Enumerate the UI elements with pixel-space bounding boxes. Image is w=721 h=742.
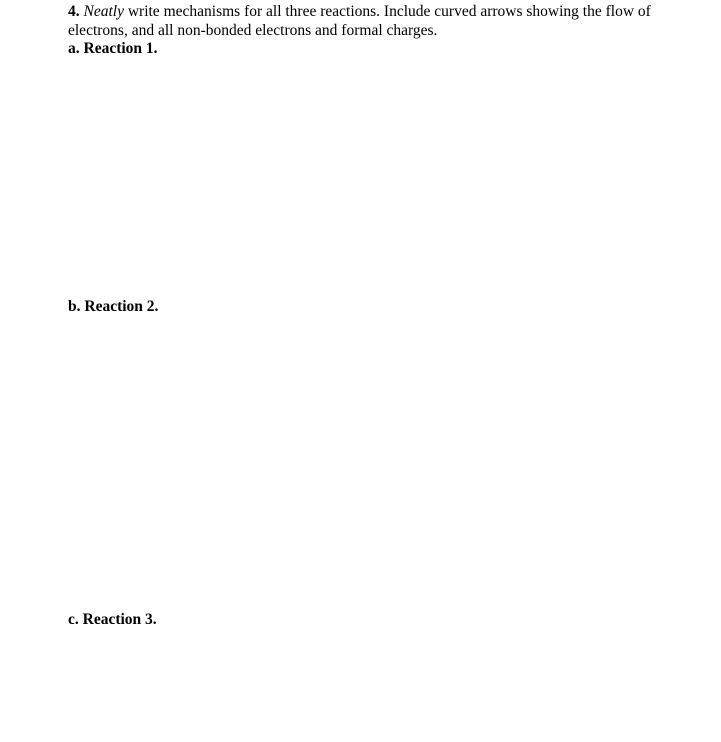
question-number: 4. — [68, 3, 80, 20]
section-label-reaction-1: a. Reaction 1. — [68, 40, 158, 57]
answer-area-reaction-3[interactable] — [68, 631, 668, 736]
answer-area-reaction-1[interactable] — [68, 60, 668, 290]
answer-area-reaction-2[interactable] — [68, 318, 668, 603]
question-prompt — [68, 2, 668, 40]
question-text: write mechanisms for all three reactions. Include curved arrows showing the flow of electrons, and all non-bonded electrons and formal charges. — [68, 3, 651, 39]
section-label-reaction-2: b. Reaction 2. — [68, 298, 159, 315]
section-label-reaction-3: c. Reaction 3. — [68, 611, 157, 628]
question-emphasis: Neatly — [83, 3, 124, 20]
